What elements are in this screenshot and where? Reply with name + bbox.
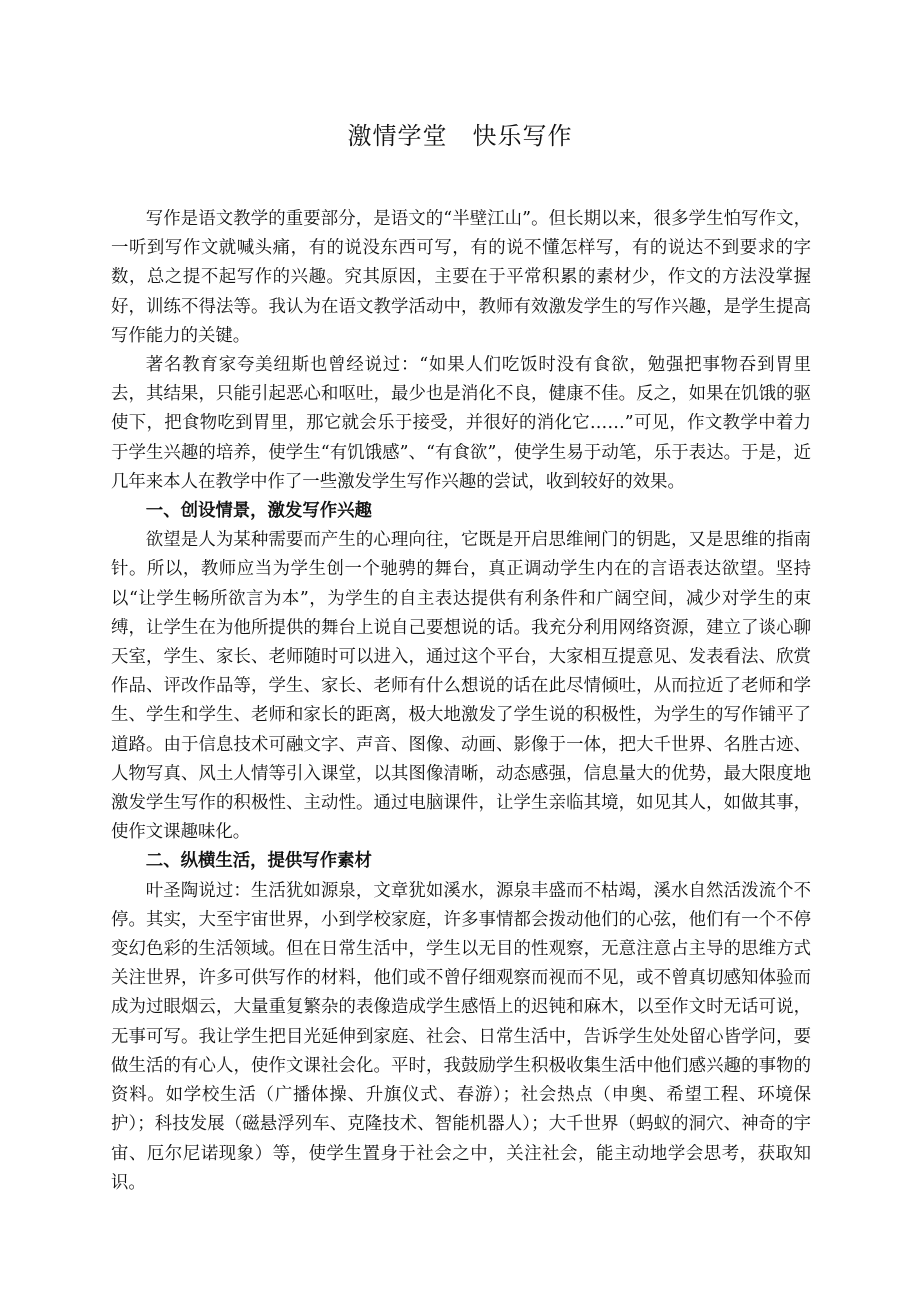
paragraph-intro: 写作是语文教学的重要部分，是语文的“半壁江山”。但长期以来，很多学生怕写作文，一听到写作文就喊头痛，有的说没东西可写，有的说不懂怎样写，有的说达不到要求的字数，总之提不起写作的兴趣。究其原因，主要在于平常积累的素材少，作文的方法没掌握好，训练不得法等。我认为在语文教学活动中，教师有效激发学生的写作兴趣，是学生提高写作能力的关键。 [111,209,811,346]
paragraph-section-2: 叶圣陶说过：生活犹如源泉，文章犹如溪水，源泉丰盛而不枯竭，溪水自然活泼流个不停。其实，大至宇宙世界，小到学校家庭，许多事情都会拨动他们的心弦，他们有一个不停变幻色彩的生活领域。但在日常生活中，学生以无目的性观察，无意注意占主导的思维方式关注世界，许多可供写作的材料，他们或不曾仔细观察而视而不见，或不曾真切感知体验而成为过眼烟云，大量重复繁杂的表像造成学生感悟上的迟钝和麻木，以至作文时无话可说，无事可写。我让学生把目光延伸到家庭、社会、日常生活中，告诉学生处处留心皆学问，要做生活的有心人，使作文课社会化。平时，我鼓励学生积极收集生活中他们感兴趣的事物的资料。如学校生活（广播体操、升旗仪式、春游）；社会热点（申奥、希望工程、环境保护）；科技发展（磁悬浮列车、克隆技术、智能机器人）；大千世界（蚂蚁的洞穴、神奇的宇宙、厄尔尼诺现象）等，使学生置身于社会之中，关注社会，能主动地学会思考，获取知识。 [111,880,811,1193]
paragraph-section-1: 欲望是人为某种需要而产生的心理向往，它既是开启思维闸门的钥匙，又是思维的指南针。所以，教师应当为学生创一个驰骋的舞台，真正调动学生内在的言语表达欲望。坚持以“让学生畅所欲言为本”，为学生的自主表达提供有利条件和广阔空间，减少对学生的束缚，让学生在为他所提供的舞台上说自己要想说的话。我充分利用网络资源，建立了谈心聊天室，学生、家长、老师随时可以进入，通过这个平台，大家相互提意见、发表看法、欣赏作品、评改作品等，学生、家长、老师有什么想说的话在此尽情倾吐，从而拉近了老师和学生、学生和学生、老师和家长的距离，极大地激发了学生说的积极性，为学生的写作铺平了道路。由于信息技术可融文字、声音、图像、动画、影像于一体，把大千世界、名胜古迹、人物写真、风土人情等引入课堂，以其图像清晰，动态感强，信息量大的优势，最大限度地激发学生写作的积极性、主动性。通过电脑课件，让学生亲临其境，如见其人，如做其事，使作文课趣味化。 [111,530,811,843]
paragraph-quote: 著名教育家夸美纽斯也曾经说过：“如果人们吃饭时没有食欲，勉强把事物吞到胃里去，其结果，只能引起恶心和呕吐，最少也是消化不良，健康不佳。反之，如果在饥饿的驱使下，把食物吃到胃里，那它就会乐于接受，并很好的消化它……”可见，作文教学中着力于学生兴趣的培养，使学生“有饥饿感”、“有食欲”，使学生易于动笔，乐于表达。于是，近几年来本人在教学中作了一些激发学生写作兴趣的尝试，收到较好的效果。 [111,355,811,492]
section-heading-2: 二、纵横生活，提供写作素材 [145,851,372,872]
section-heading-1: 一、创设情景，激发写作兴趣 [145,501,372,522]
document-title: 激情学堂 快乐写作 [347,122,573,150]
document-body [111,205,811,1198]
